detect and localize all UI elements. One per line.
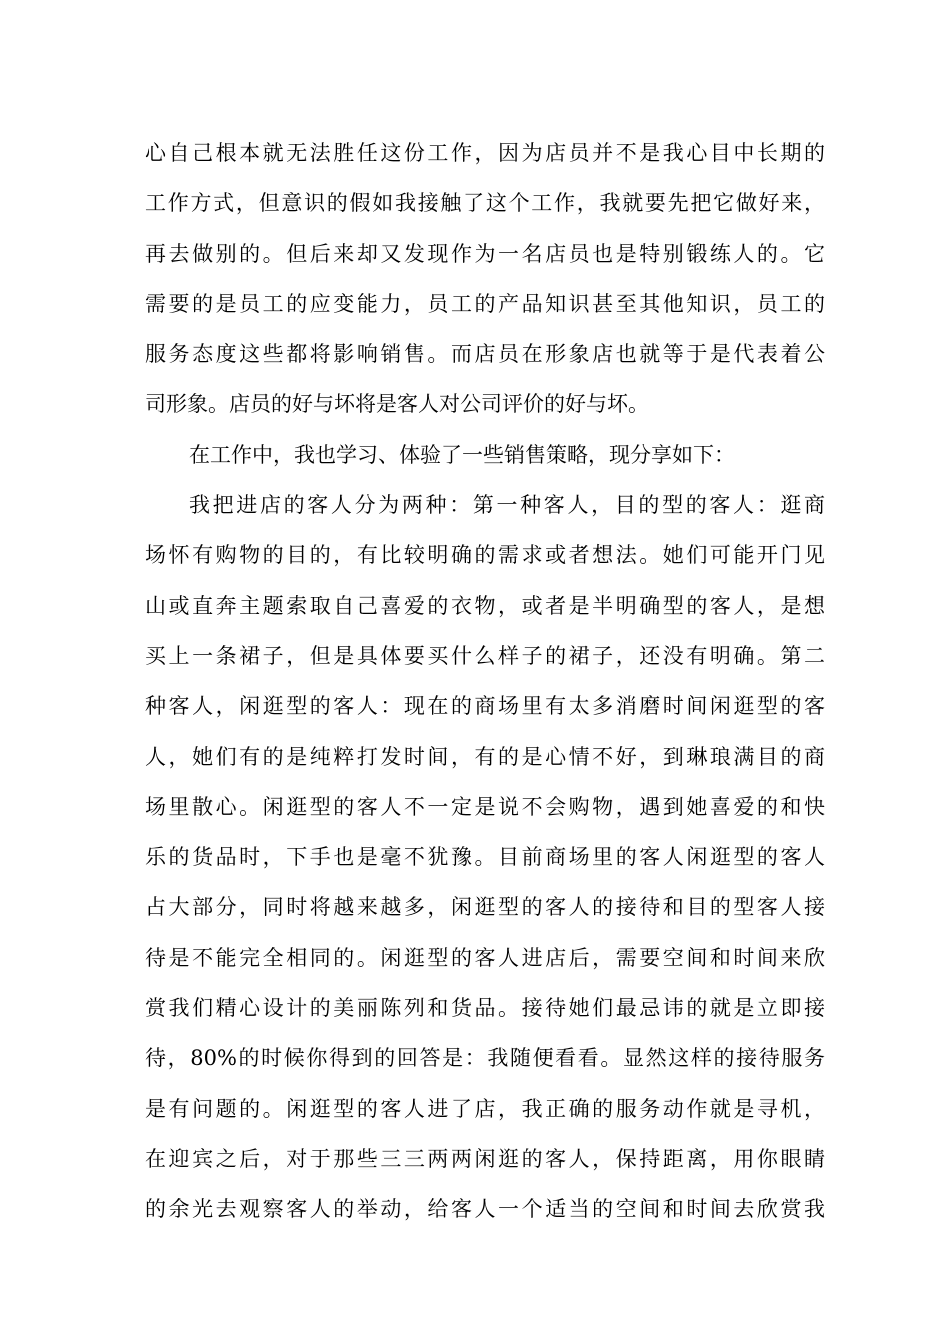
text-line: 人，她们有的是纯粹打发时间，有的是心情不好，到琳琅满目的商 bbox=[145, 744, 825, 769]
text-line: 种客人，闲逛型的客人：现在的商场里有太多消磨时间闲逛型的客 bbox=[145, 694, 825, 719]
text-line: 占大部分，同时将越来越多，闲逛型的客人的接待和目的型客人接 bbox=[145, 895, 825, 920]
text-line: 赏我们精心设计的美丽陈列和货品。接待她们最忌讳的就是立即接 bbox=[145, 996, 825, 1021]
text-line: 心自己根本就无法胜任这份工作，因为店员并不是我心目中长期的 bbox=[145, 141, 825, 165]
text-line: 待，80%的时候你得到的回答是：我随便看看。显然这样的接待服务 bbox=[145, 1046, 825, 1071]
text-line: 在工作中，我也学习、体验了一些销售策略，现分享如下： bbox=[189, 442, 735, 467]
text-line: 工作方式，但意识的假如我接触了这个工作，我就要先把它做好来， bbox=[145, 191, 825, 216]
text-line: 司形象。店员的好与坏将是客人对公司评价的好与坏。 bbox=[145, 392, 649, 417]
text-line: 服务态度这些都将影响销售。而店员在形象店也就等于是代表着公 bbox=[145, 342, 825, 367]
text-line: 是有问题的。闲逛型的客人进了店，我正确的服务动作就是寻机， bbox=[145, 1096, 825, 1121]
text-line: 的余光去观察客人的举动，给客人一个适当的空间和时间去欣赏我 bbox=[145, 1197, 825, 1222]
text-line: 待是不能完全相同的。闲逛型的客人进店后，需要空间和时间来欣 bbox=[145, 945, 825, 970]
text-line: 买上一条裙子，但是具体要买什么样子的裙子，还没有明确。第二 bbox=[145, 643, 825, 668]
text-line: 需要的是员工的应变能力，员工的产品知识甚至其他知识，员工的 bbox=[145, 291, 825, 316]
text-line: 乐的货品时，下手也是毫不犹豫。目前商场里的客人闲逛型的客人 bbox=[145, 845, 825, 870]
text-line: 在迎宾之后，对于那些三三两两闲逛的客人，保持距离，用你眼睛 bbox=[145, 1146, 825, 1171]
text-line: 场怀有购物的目的，有比较明确的需求或者想法。她们可能开门见 bbox=[145, 543, 825, 568]
text-line: 再去做别的。但后来却又发现作为一名店员也是特别锻练人的。它 bbox=[145, 241, 825, 266]
text-line: 山或直奔主题索取自己喜爱的衣物，或者是半明确型的客人，是想 bbox=[145, 593, 825, 618]
text-line: 场里散心。闲逛型的客人不一定是说不会购物，遇到她喜爱的和快 bbox=[145, 794, 825, 819]
body-text bbox=[145, 128, 825, 1235]
text-line: 我把进店的客人分为两种：第一种客人，目的型的客人：逛商 bbox=[189, 493, 825, 518]
